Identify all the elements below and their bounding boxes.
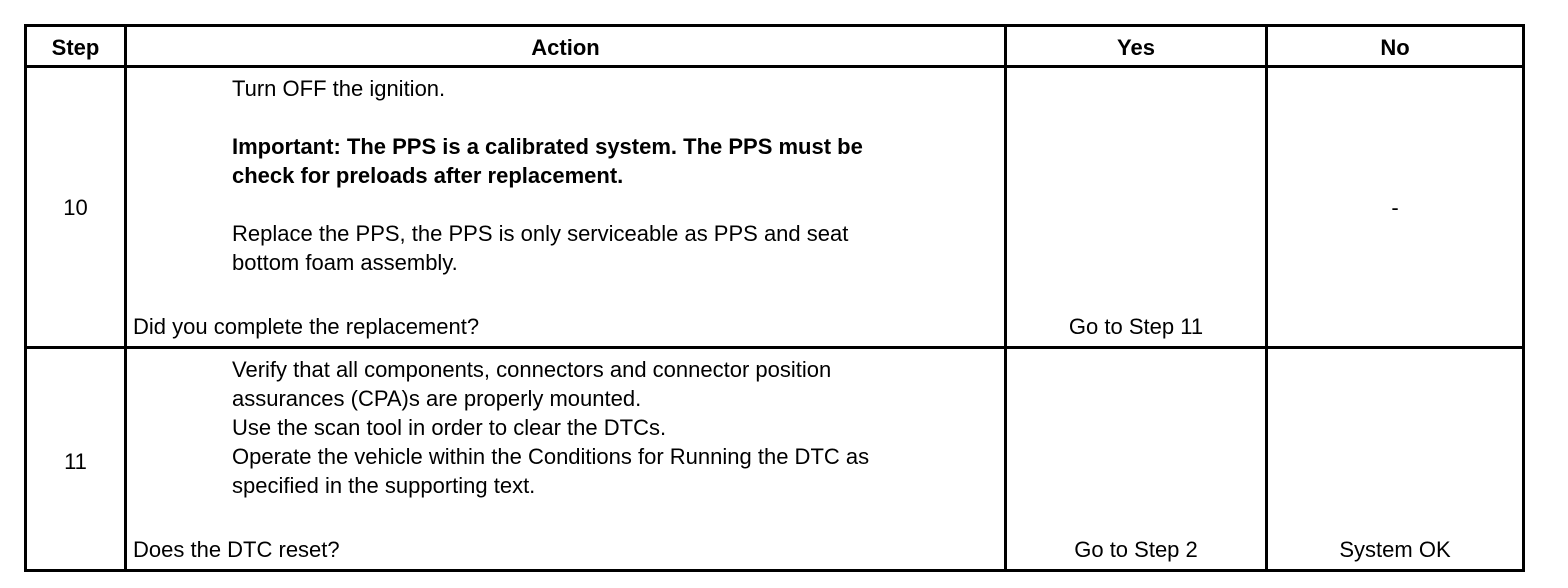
step-11-cell xyxy=(27,349,127,572)
step-number: 11 xyxy=(64,449,87,474)
no-outcome: - xyxy=(1391,195,1399,220)
step-11-yes-cell xyxy=(1007,349,1268,572)
no-outcome: System OK xyxy=(1339,537,1451,562)
important-note-line: Important: The PPS is a calibrated system. The PPS must be xyxy=(232,134,863,159)
step-11-action-cell xyxy=(127,349,1007,572)
step-number: 10 xyxy=(63,195,88,220)
instruction-line: Replace the PPS, the PPS is only serviceable as PPS and seat xyxy=(232,221,849,246)
header-yes-cell xyxy=(1007,27,1268,68)
step-10-cell xyxy=(27,68,127,349)
header-action-cell xyxy=(127,27,1007,68)
instruction-line: bottom foam assembly. xyxy=(232,250,458,275)
step-10-yes-cell xyxy=(1007,68,1268,349)
instruction-line: Use the scan tool in order to clear the DTCs. xyxy=(232,415,667,440)
yes-outcome: Go to Step 11 xyxy=(1068,314,1204,339)
step-10-no-cell xyxy=(1268,68,1525,349)
step-11-instructions xyxy=(232,355,972,500)
header-action: Action xyxy=(531,35,600,60)
header-step: Step xyxy=(51,35,100,60)
diagnostic-table xyxy=(24,24,1525,572)
instruction-line: specified in the supporting text. xyxy=(232,473,536,498)
instruction-line: Operate the vehicle within the Conditions for Running the DTC as xyxy=(232,444,870,469)
header-no-cell xyxy=(1268,27,1525,68)
instruction-line: assurances (CPA)s are properly mounted. xyxy=(232,386,642,411)
header-step-cell xyxy=(27,27,127,68)
header-no: No xyxy=(1380,35,1410,60)
instruction-line: Verify that all components, connectors and connector position xyxy=(232,357,832,382)
instruction-line: Turn OFF the ignition. xyxy=(232,76,446,101)
important-note-line: check for preloads after replacement. xyxy=(232,163,624,188)
step-10-action-cell xyxy=(127,68,1007,349)
step-10-question: Did you complete the replacement? xyxy=(133,314,480,339)
step-11-no-cell xyxy=(1268,349,1525,572)
header-yes: Yes xyxy=(1117,35,1155,60)
yes-outcome: Go to Step 2 xyxy=(1074,537,1198,562)
step-10-instructions xyxy=(232,74,972,277)
step-11-question: Does the DTC reset? xyxy=(133,537,340,562)
